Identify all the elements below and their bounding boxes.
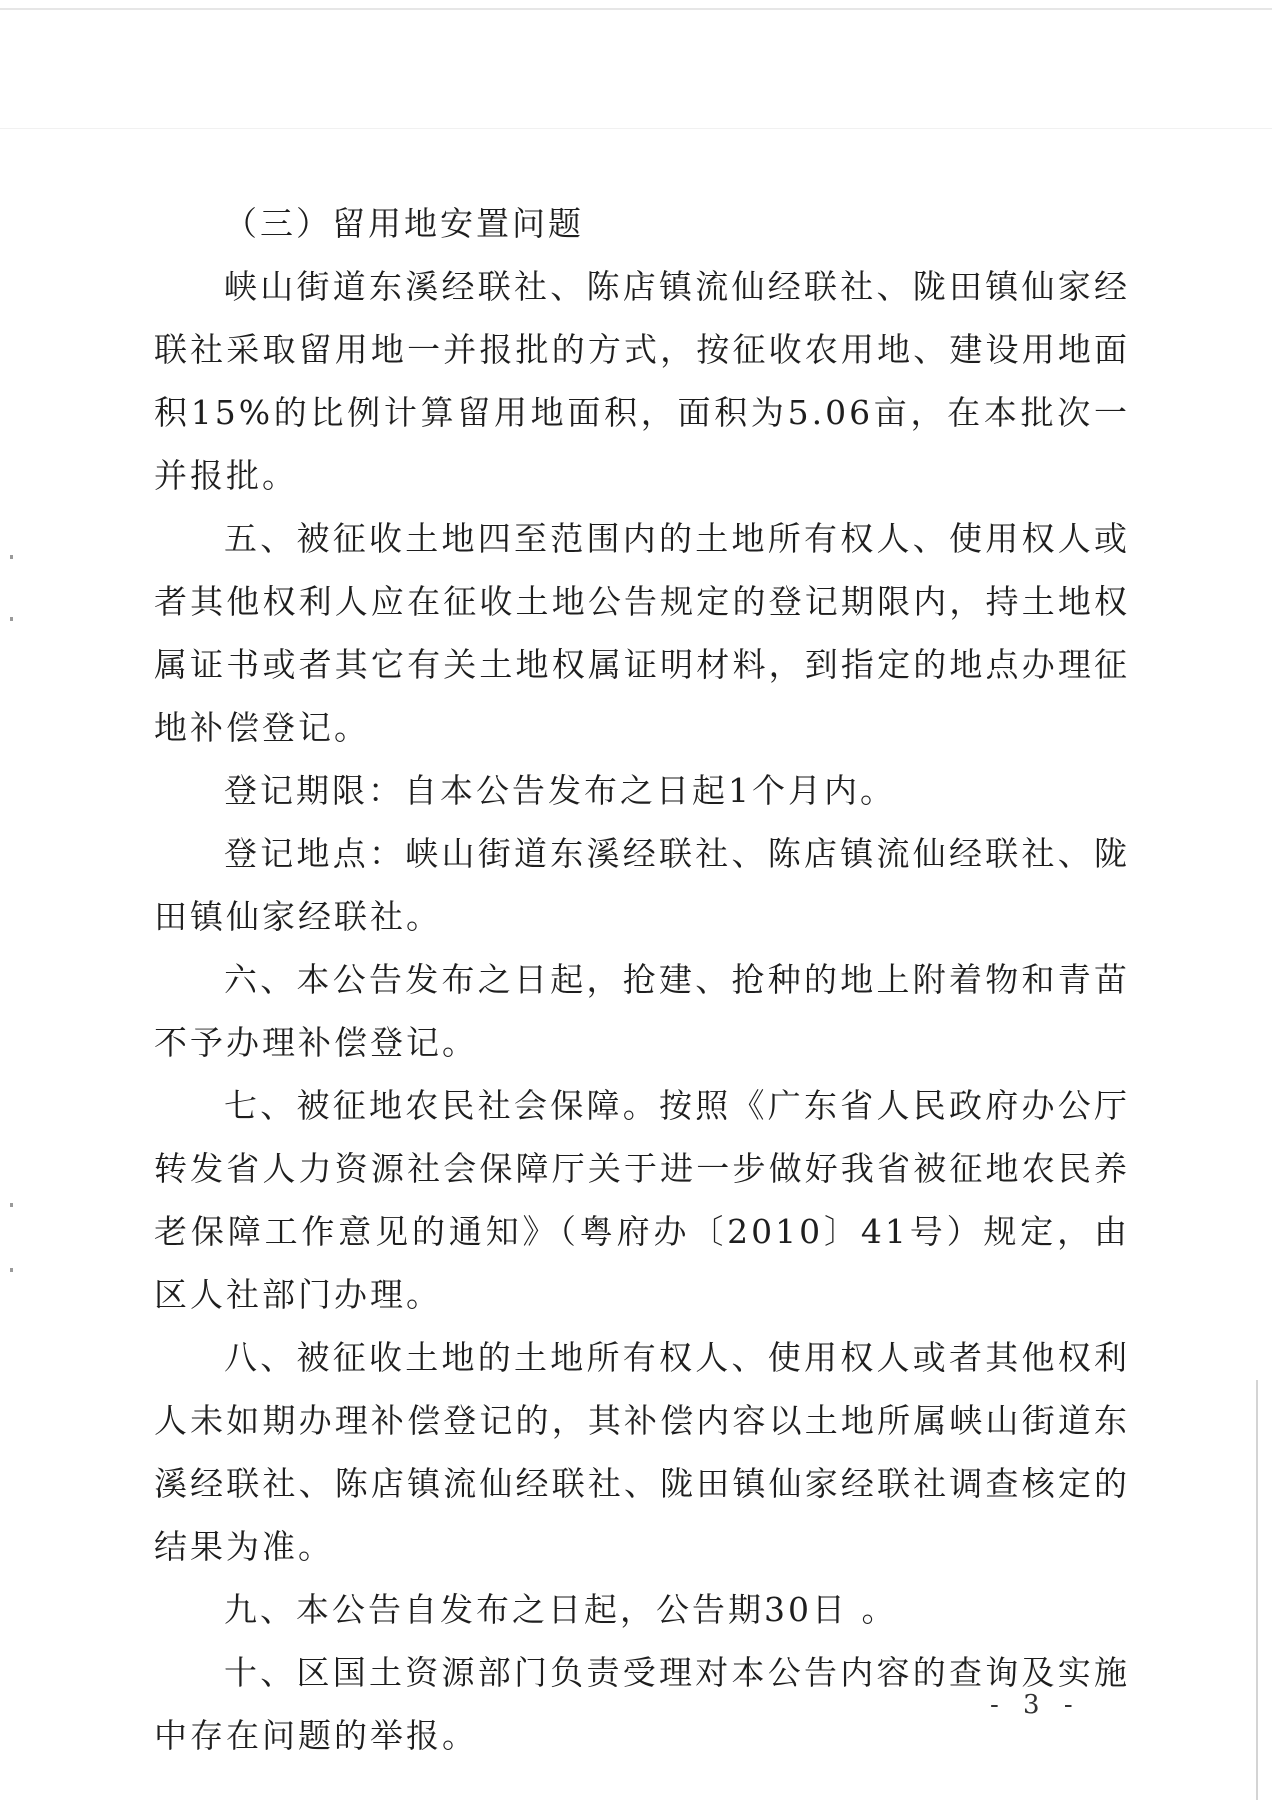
paragraph-item-7-social-security: 七、被征地农民社会保障。按照《广东省人民政府办公厅转发省人力资源社会保障厅关于进一步做好我省被征地农民养老保障工作意见的通知》（粤府办〔2010〕41号）规定，由区人社部门办理。 [154,1086,1130,1314]
paragraph-item-5-registration: 五、被征收土地四至范围内的土地所有权人、使用权人或者其他权利人应在征收土地公告规定的登记期限内，持土地权属证书或者其它有关土地权属证明材料，到指定的地点办理征地补偿登记。 [154,519,1130,747]
paragraph-reserved-land: 峡山街道东溪经联社、陈店镇流仙经联社、陇田镇仙家经联社采取留用地一并报批的方式，按征收农用地、建设用地面积15%的比例计算留用地面积，面积为5.06亩，在本批次一并报批。 [154,267,1130,495]
document-body [154,192,1130,1767]
scan-edge-top [0,8,1272,10]
paragraph-item-9-notice-period: 九、本公告自发布之日起，公告期30日 。 [224,1590,898,1629]
binding-hole-mark [10,617,13,621]
paragraph-item-6: 六、本公告发布之日起，抢建、抢种的地上附着物和青苗不予办理补偿登记。 [154,960,1130,1062]
section-heading-reserved-land: （三）留用地安置问题 [224,204,584,243]
binding-hole-mark [10,1203,13,1207]
paragraph-item-10-inquiries: 十、区国土资源部门负责受理对本公告内容的查询及实施中存在问题的举报。 [154,1653,1130,1755]
paragraph-registration-location: 登记地点：峡山街道东溪经联社、陈店镇流仙经联社、陇田镇仙家经联社。 [154,834,1130,936]
page-number: - 3 - [990,1690,1081,1720]
binding-hole-mark [10,1268,13,1272]
paragraph-item-8: 八、被征收土地的土地所有权人、使用权人或者其他权利人未如期办理补偿登记的，其补偿内容以土地所属峡山街道东溪经联社、陈店镇流仙经联社、陇田镇仙家经联社调查核定的结果为准。 [154,1338,1130,1566]
scan-edge-right [1256,1380,1258,1800]
binding-hole-mark [10,555,13,559]
paragraph-registration-period: 登记期限：自本公告发布之日起1个月内。 [224,771,896,810]
scan-edge-line [0,128,1272,129]
